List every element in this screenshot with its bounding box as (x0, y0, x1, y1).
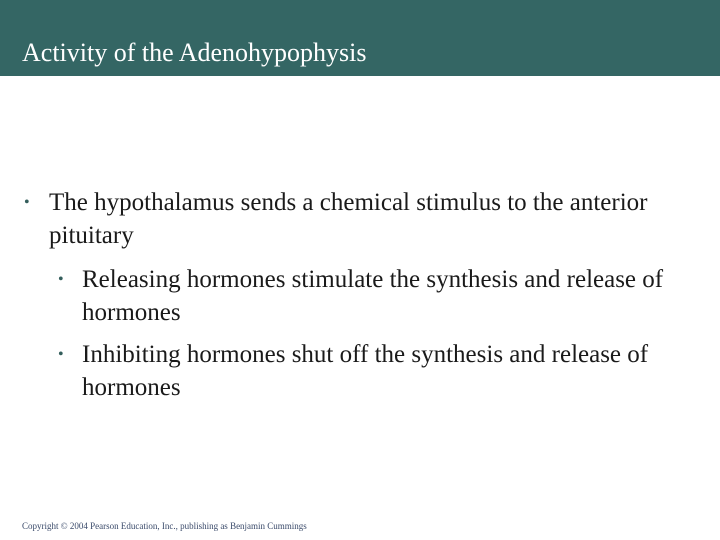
sub-bullet-text: Releasing hormones stimulate the synthesis and release of hormones (82, 266, 664, 326)
bullet-marker-icon: • (24, 194, 30, 211)
bullet-marker-icon: • (58, 271, 64, 288)
title-bar (0, 0, 720, 76)
sub-bullet-item-inhibiting-hormones (58, 338, 698, 404)
slide-title: Activity of the Adenohypophysis (22, 38, 367, 67)
bullet-item-hypothalamus (24, 186, 684, 252)
sub-bullet-item-releasing-hormones (58, 263, 698, 329)
bullet-marker-icon: • (58, 346, 64, 363)
sub-bullet-text: Inhibiting hormones shut off the synthesis and release of hormones (82, 341, 649, 401)
copyright-footer: Copyright © 2004 Pearson Education, Inc., publishing as Benjamin Cummings (22, 521, 307, 531)
bullet-text: The hypothalamus sends a chemical stimulus to the anterior pituitary (49, 189, 648, 249)
